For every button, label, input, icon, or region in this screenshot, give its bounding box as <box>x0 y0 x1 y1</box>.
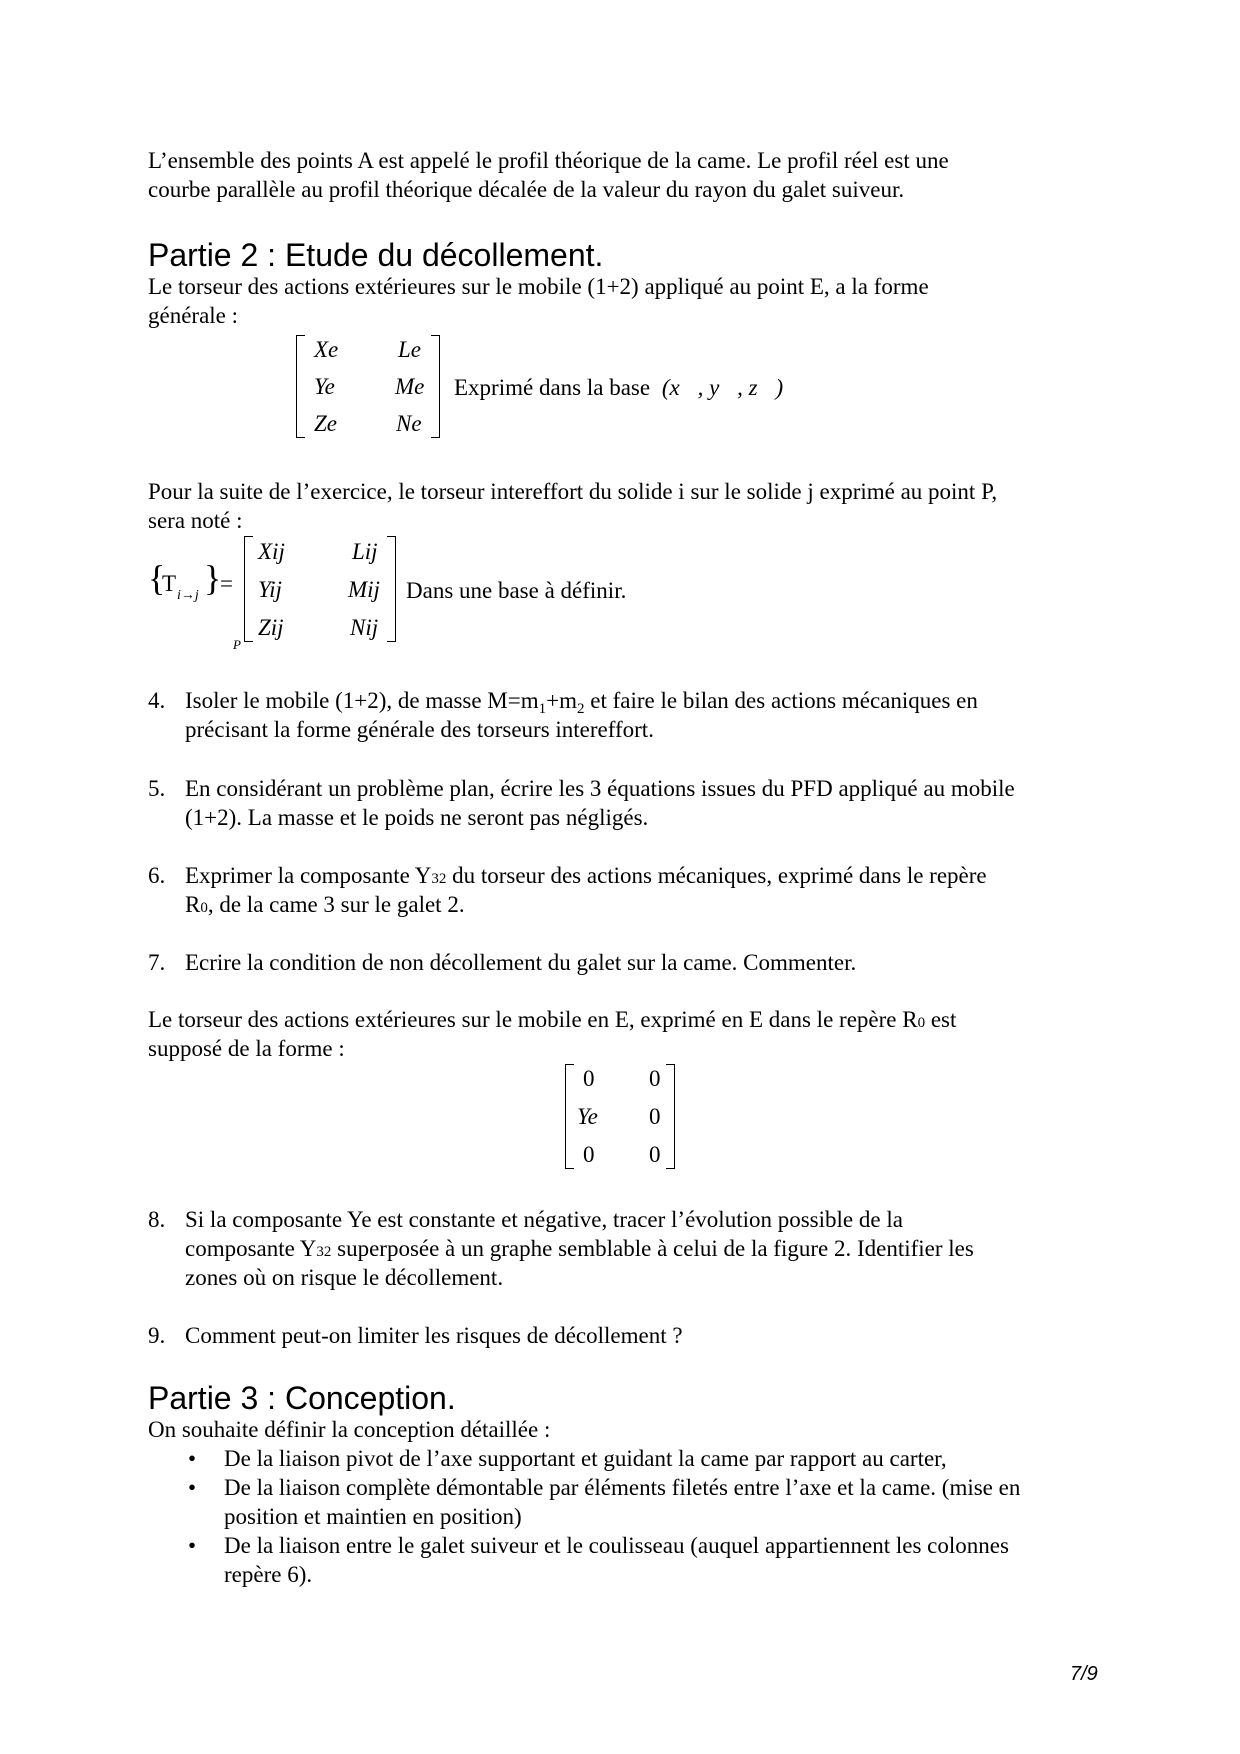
page-number: 7/9 <box>1070 1663 1098 1685</box>
q6-sub-2: 0 <box>200 900 208 916</box>
left-brace: { <box>148 558 166 598</box>
matrix-cell: Le <box>398 337 421 362</box>
matrix-cell: Ne <box>396 411 422 436</box>
matrix-cell: Ze <box>314 411 337 436</box>
bullet-icon: • <box>188 1533 197 1558</box>
q8-line-1: Si la composante Ye est constante et négative, tracer l’évolution possible de la <box>185 1207 903 1232</box>
torseur-matrix-3 <box>565 1064 675 1169</box>
matrix-cell: 0 <box>583 1142 595 1167</box>
q6-text-a: Exprimer la composante Y <box>185 863 432 888</box>
part2-p1-line-2: générale : <box>148 303 239 328</box>
bullet-icon: • <box>188 1475 197 1500</box>
q4-text-c: et faire le bilan des actions mécaniques en <box>584 688 978 713</box>
part2-p3-line-2: supposé de la forme : <box>148 1036 345 1061</box>
q5-line-1: En considérant un problème plan, écrire les 3 équations issues du PFD appliqué au mobile <box>185 776 1015 801</box>
matrix-cell: 0 <box>649 1104 661 1129</box>
part3-bullet-2-line-2: position et maintien en position) <box>224 1504 522 1529</box>
q8-sub-1: 32 <box>316 1244 332 1260</box>
p3-sub: 0 <box>917 1015 926 1031</box>
part3-bullet-1: De la liaison pivot de l’axe supportant et guidant la came par rapport au carter, <box>224 1446 947 1471</box>
part3-intro: On souhaite définir la conception détaillée : <box>148 1417 551 1442</box>
q9-line-1: Comment peut-on limiter les risques de décollement ? <box>185 1323 683 1348</box>
bullet-icon: • <box>188 1446 197 1471</box>
torseur-subscript: i→j <box>177 588 199 603</box>
intro-line-1: L’ensemble des points A est appelé le profil théorique de la came. Le profil réel est une <box>148 148 949 173</box>
q6-line-2 <box>185 890 1100 923</box>
torseur-notation-lhs <box>148 558 243 606</box>
q8-line-3: zones où on risque le décollement. <box>185 1265 504 1290</box>
part2-p2-line-1: Pour la suite de l’exercice, le torseur intereffort du solide i sur le solide j exprimé au point P, <box>148 479 998 504</box>
q4-text-a: Isoler le mobile (1+2), de masse M=m <box>185 688 539 713</box>
base-vectors: (x⃗, y⃗, z⃗) <box>661 375 784 400</box>
q4-line-2: précisant la forme générale des torseurs intereffort. <box>185 717 654 742</box>
equals-sign: = <box>220 571 233 596</box>
part3-bullet-2-line-1: De la liaison complète démontable par éléments filetés entre l’axe et la came. (mise en <box>224 1475 1021 1500</box>
matrix-cell: Ye <box>577 1104 598 1129</box>
matrix-bracket-right <box>666 1064 675 1169</box>
q6-text-d: , de la came 3 sur le galet 2. <box>207 892 465 917</box>
q4-sub-1: 1 <box>538 701 547 717</box>
q4-number: 4. <box>148 688 166 713</box>
matrix-cell: Lij <box>352 539 378 564</box>
part2-p1-line-1: Le torseur des actions extérieures sur le mobile (1+2) appliqué au point E, a la forme <box>148 274 929 299</box>
matrix-cell: Yij <box>258 577 282 602</box>
matrix-cell: 0 <box>649 1066 661 1091</box>
part3-bullet-3-line-1: De la liaison entre le galet suiveur et le coulisseau (auquel appartiennent les colonnes <box>224 1533 1009 1558</box>
q6-text-b: du torseur des actions mécaniques, exprimé dans le repère <box>446 863 987 888</box>
matrix-cell: Nij <box>350 615 379 640</box>
q4-sub-2: 2 <box>577 701 585 717</box>
torseur-matrix-1 <box>296 335 440 438</box>
p3-text-a: Le torseur des actions extérieures sur le mobile en E, exprimé en E dans le repère R <box>148 1007 918 1032</box>
q4-text-b: +m <box>546 688 577 713</box>
matrix-bracket-left <box>565 1064 574 1169</box>
point-label: P <box>233 637 241 652</box>
matrix-bracket-left <box>244 536 253 642</box>
q7-number: 7. <box>148 950 166 975</box>
q9-number: 9. <box>148 1323 166 1348</box>
q8-text-a: composante Y <box>185 1236 317 1261</box>
matrix-cell: 0 <box>583 1066 595 1091</box>
q7-line-1: Ecrire la condition de non décollement du galet sur la came. Commenter. <box>185 950 857 975</box>
matrix-bracket-right <box>387 536 396 642</box>
q6-sub-1: 32 <box>431 871 447 887</box>
intro-line-2: courbe parallèle au profil théorique décalée de la valeur du rayon du galet suiveur. <box>148 177 905 202</box>
matrix-cell: Ye <box>314 374 335 399</box>
matrix-cell: Xij <box>258 539 285 564</box>
p3-text-b: est <box>925 1007 957 1032</box>
matrix-cell: Xe <box>314 337 339 362</box>
matrix-bracket-right <box>431 335 440 438</box>
part2-heading: Partie 2 : Etude du décollement. <box>148 237 604 273</box>
q6-number: 6. <box>148 863 166 888</box>
matrix-cell: Zij <box>258 615 284 640</box>
q6-text-c: R <box>185 892 201 917</box>
q5-number: 5. <box>148 776 166 801</box>
part3-heading: Partie 3 : Conception. <box>148 1380 456 1416</box>
matrix1-caption <box>454 373 783 402</box>
part3-bullet-3-line-2: repère 6). <box>224 1562 313 1587</box>
q8-text-b: superposée à un graphe semblable à celui de la figure 2. Identifier les <box>331 1236 974 1261</box>
q8-number: 8. <box>148 1207 166 1232</box>
matrix-cell: Me <box>395 374 425 399</box>
matrix-bracket-left <box>296 335 305 438</box>
part2-p2-line-2: sera noté : <box>148 508 243 533</box>
torseur-matrix-2 <box>244 536 396 642</box>
torseur-symbol: T <box>162 571 177 596</box>
q5-line-2: (1+2). La masse et le poids ne seront pas négligés. <box>185 805 649 830</box>
matrix1-caption-text: Exprimé dans la base <box>454 375 651 400</box>
matrix2-caption: Dans une base à définir. <box>406 578 627 603</box>
matrix-cell: 0 <box>649 1142 661 1167</box>
right-brace: } <box>204 558 222 598</box>
matrix-cell: Mij <box>348 577 380 602</box>
